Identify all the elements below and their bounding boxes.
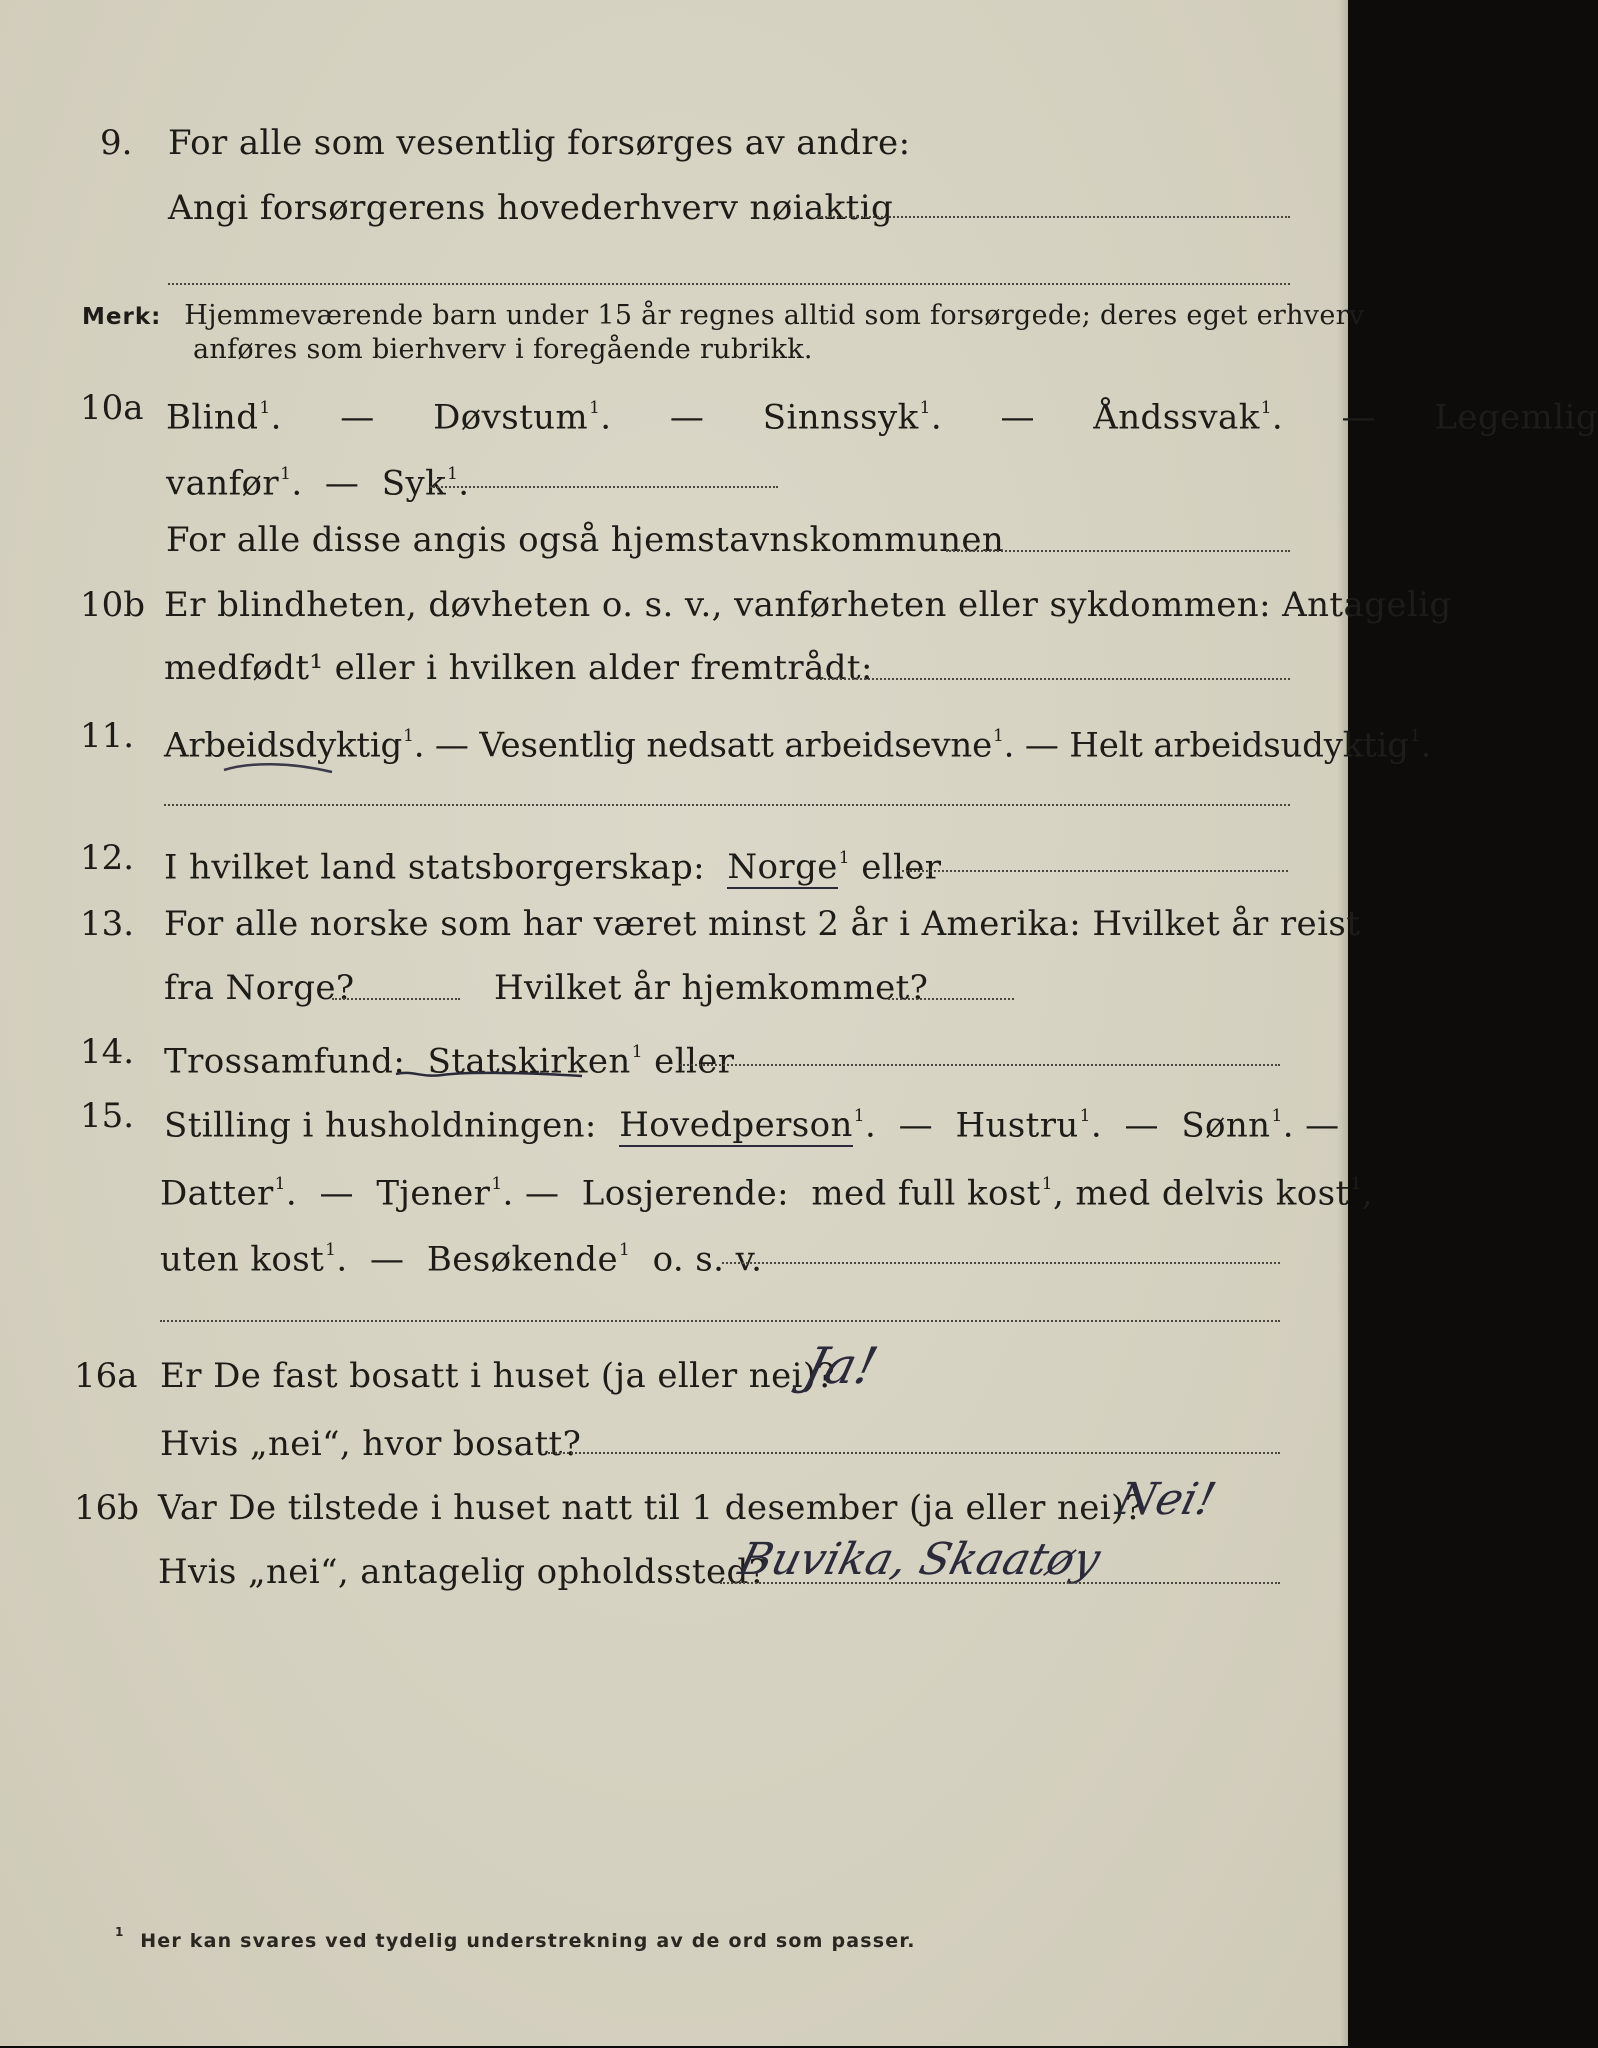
q14-underline-mark: [392, 1066, 592, 1084]
q11-underline-mark: [220, 758, 340, 778]
q10b-text: Er blindheten, døvheten o. s. v., vanførheten eller sykdommen: Antagelig: [164, 585, 1452, 625]
q13-emigration-year-line[interactable]: [332, 998, 460, 1000]
q15-question: Stilling i husholdningen:: [164, 1105, 597, 1146]
q10a-option-dovstum[interactable]: Døvstum: [433, 397, 589, 438]
q10a-option-sinnssyk[interactable]: Sinnssyk: [762, 397, 919, 438]
q9-text: For alle som vesentlig forsørges av andre:: [168, 123, 911, 163]
q13-text: For alle norske som har været minst 2 år i Amerika: Hvilket år reist: [164, 904, 1361, 944]
q13-line2-a: fra Norge?: [164, 968, 355, 1008]
q11-answer-line[interactable]: [164, 804, 1290, 806]
q16a-text: Er De fast bosatt i huset (ja eller nei)?: [160, 1356, 836, 1396]
q14-option-statskirken[interactable]: Statskirken: [427, 1041, 631, 1082]
q15-option-delvis-kost[interactable]: med delvis kost: [1075, 1173, 1350, 1214]
q10a-option-legemlig[interactable]: Legemlig: [1434, 397, 1598, 438]
q12-number: 12.: [80, 838, 135, 878]
footnote: $^1$ Her kan svares ved tydelig understrekning av de ord som passer.: [115, 1925, 916, 1952]
q11-option-2[interactable]: Vesentlig nedsatt arbeidsevne: [479, 725, 992, 766]
q15-osv: o. s. v.: [652, 1239, 763, 1280]
merk-text-2: anføres som bierhverv i foregående rubrikk.: [193, 334, 813, 365]
q10b-answer-line[interactable]: [812, 678, 1290, 680]
q14-question: Trossamfund:: [164, 1041, 406, 1082]
q9-answer-line-2[interactable]: [168, 283, 1290, 285]
q14-answer-line[interactable]: [680, 1064, 1280, 1066]
q12-eller: eller: [861, 847, 942, 888]
q11-number: 11.: [80, 716, 135, 756]
q10a-text: Blind$^1$. — Døvstum$^1$. — Sinnssyk$^1$. — Åndssvak$^1$. — Legemlig: [166, 397, 1598, 438]
q10a-number: 10a: [80, 388, 144, 428]
q13-number: 13.: [80, 904, 135, 944]
q15-text: Stilling i husholdningen: Hovedperson$^1$. — Hustru$^1$. — Sønn$^1$. —: [164, 1105, 1340, 1146]
q10a-option-blind[interactable]: Blind: [166, 397, 259, 438]
q16b-text: Var De tilstede i huset natt til 1 desember (ja eller nei)?: [158, 1488, 1144, 1528]
q15-answer-line[interactable]: [722, 1262, 1280, 1264]
q12-text: I hvilket land statsborgerskap: Norge$^1$ eller: [164, 847, 942, 888]
q12-question: I hvilket land statsborgerskap:: [164, 847, 705, 888]
q13-line2-b: Hvilket år hjemkommet?: [494, 968, 929, 1008]
q15-losjerende: Losjerende:: [581, 1173, 789, 1214]
q11-option-1[interactable]: Arbeidsdyktig: [164, 725, 403, 766]
q14-number: 14.: [80, 1032, 135, 1072]
q10b-number: 10b: [80, 585, 146, 625]
q10a-option-syk[interactable]: Syk: [381, 463, 447, 504]
q15-number: 15.: [80, 1096, 135, 1136]
q10b-line2: medfødt¹ eller i hvilken alder fremtrådt:: [164, 648, 873, 688]
q9-answer-line[interactable]: [818, 216, 1290, 218]
q15-option-sonn[interactable]: Sønn: [1181, 1105, 1271, 1146]
q11-text: Arbeidsdyktig$^1$. — Vesentlig nedsatt arbeidsevne$^1$. — Helt arbeidsudyktig$^1$.: [164, 725, 1432, 766]
q15-option-hovedperson[interactable]: Hovedperson: [619, 1105, 853, 1146]
q11-option-3[interactable]: Helt arbeidsudyktig: [1069, 725, 1409, 766]
q15-answer-line-2[interactable]: [160, 1320, 1280, 1322]
q15-option-full-kost[interactable]: med full kost: [811, 1173, 1041, 1214]
q16a-residence-line[interactable]: [548, 1452, 1280, 1454]
q16b-number: 16b: [74, 1488, 140, 1528]
q13-return-year-line[interactable]: [888, 998, 1014, 1000]
q9-number: 9.: [100, 123, 133, 163]
q9-line2-text: Angi forsørgerens hovederhverv nøiaktig: [168, 188, 894, 228]
q14-text: Trossamfund: Statskirken$^1$ eller: [164, 1041, 735, 1082]
q15-line3: uten kost$^1$. — Besøkende$^1$ o. s. v.: [160, 1239, 763, 1280]
q15-option-hustru[interactable]: Hustru: [955, 1105, 1079, 1146]
q10a-line2: vanfør$^1$. — Syk$^1$.: [166, 463, 470, 504]
q16a-handwritten-answer[interactable]: Ja!: [798, 1337, 884, 1395]
q12-option-norge[interactable]: Norge: [727, 847, 838, 888]
q15-option-uten-kost[interactable]: uten kost: [160, 1239, 325, 1280]
footnote-text: Her kan svares ved tydelig understrekning av de ord som passer.: [140, 1929, 916, 1952]
q16b-location-line[interactable]: [720, 1582, 1280, 1584]
q16a-number: 16a: [74, 1356, 138, 1396]
q15-line2: Datter$^1$. — Tjener$^1$. — Losjerende: med full kost$^1$, med delvis kost$^1$,: [160, 1173, 1374, 1214]
merk-note-line1: [82, 299, 1364, 334]
q10a-line3: For alle disse angis også hjemstavnskommunen: [166, 520, 1005, 560]
q15-option-tjener[interactable]: Tjener: [376, 1173, 491, 1214]
q16b-handwritten-location[interactable]: Buvika, Skaatøy: [733, 1534, 1106, 1585]
q16a-line2: Hvis „nei“, hvor bosatt?: [160, 1424, 582, 1464]
q10a-hometown-line[interactable]: [946, 550, 1290, 552]
q16b-line2: Hvis „nei“, antagelig opholdssted?: [158, 1552, 768, 1592]
q15-option-besokende[interactable]: Besøkende: [426, 1239, 618, 1280]
q10a-option-vanfor[interactable]: vanfør: [166, 463, 280, 504]
q16b-handwritten-answer[interactable]: Nei!: [1111, 1474, 1221, 1525]
merk-text-1: Hjemmeværende barn under 15 år regnes alltid som forsørgede; deres eget erhverv: [184, 300, 1365, 331]
q10a-answer-line[interactable]: [430, 486, 778, 488]
q15-option-datter[interactable]: Datter: [160, 1173, 274, 1214]
q12-answer-line[interactable]: [898, 870, 1288, 872]
q14-eller: eller: [654, 1041, 735, 1082]
merk-label: Merk:: [82, 304, 162, 330]
q10a-option-andssvak[interactable]: Åndssvak: [1093, 397, 1260, 438]
